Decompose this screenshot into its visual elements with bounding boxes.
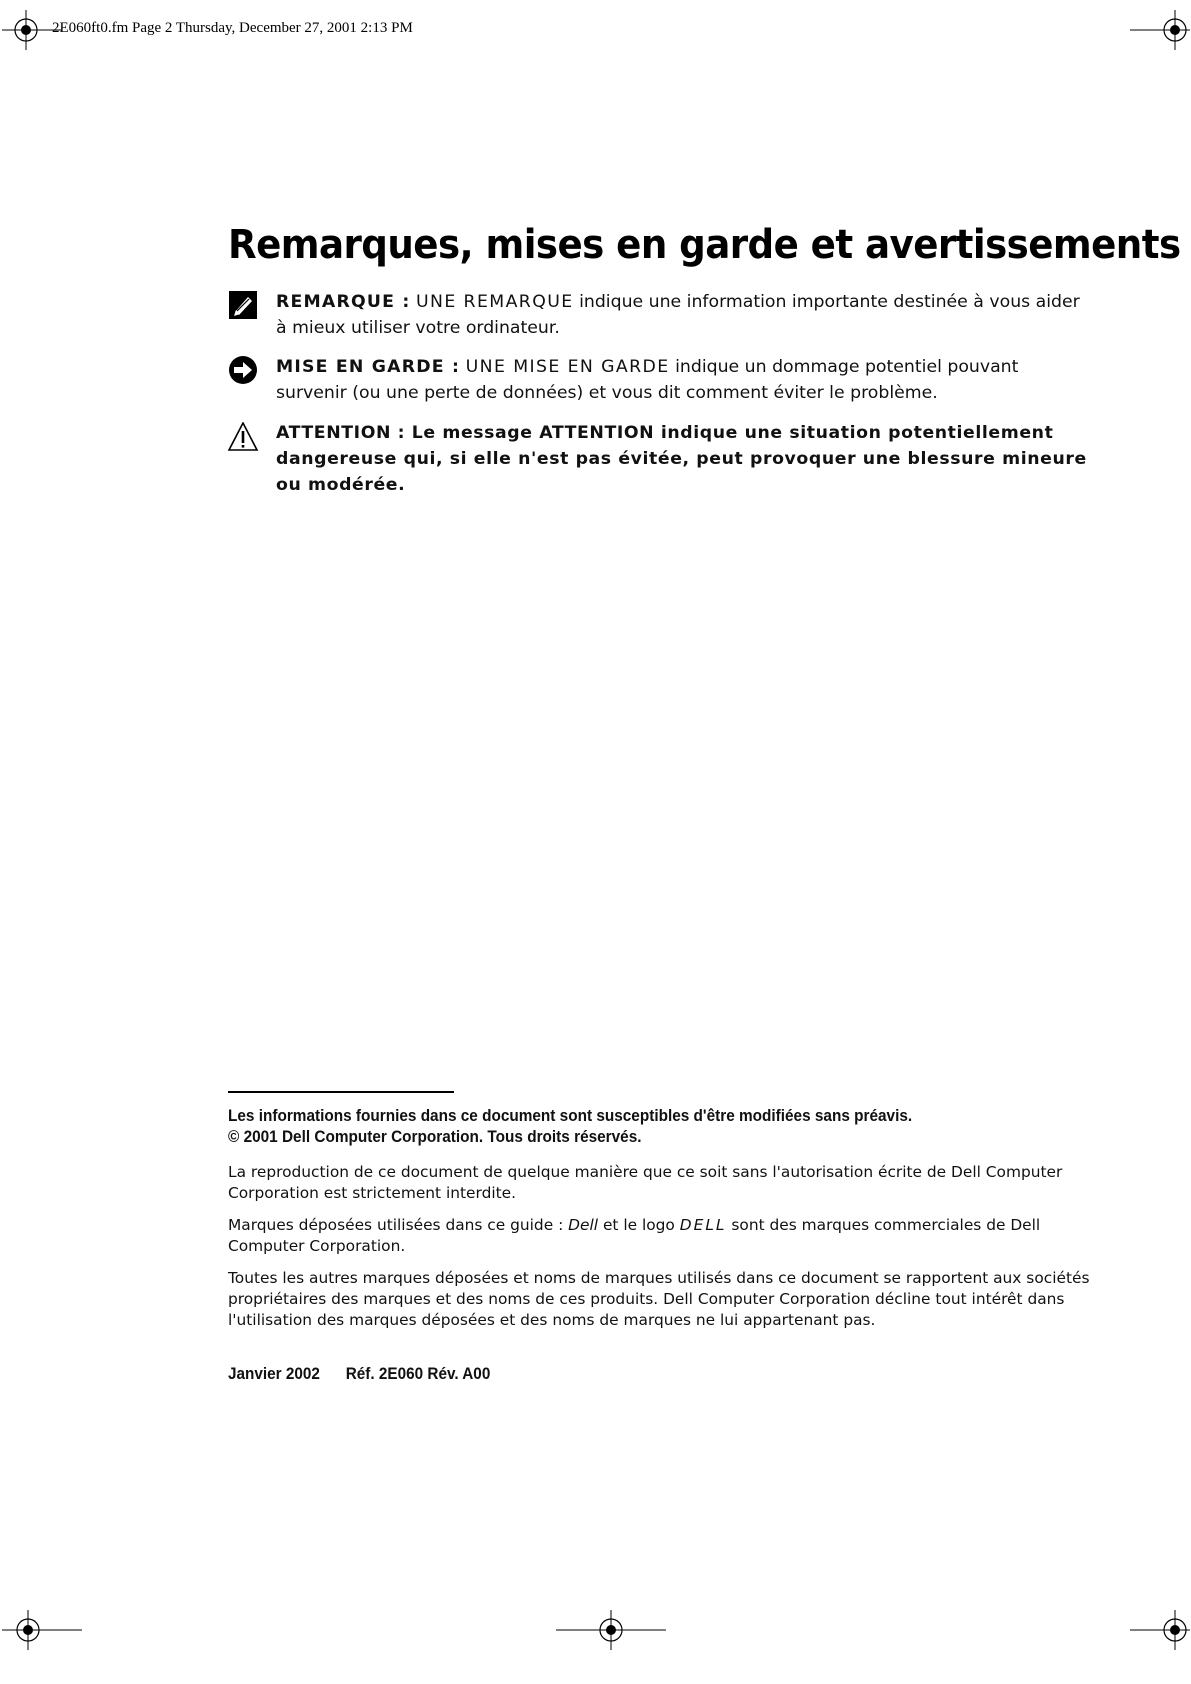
registration-mark-icon [1130, 10, 1190, 50]
mise-en-garde-label: MISE EN GARDE : [276, 357, 461, 377]
remarque-text: indique une information importante destinée à vous aider à mieux utiliser votre ordinateur. [276, 292, 1080, 338]
note-mise-en-garde [228, 354, 1088, 406]
trademarks-prefix: Marques déposées utilisées dans ce guide : [228, 1216, 564, 1234]
registration-mark-icon [2, 1610, 82, 1650]
warning-triangle-icon [226, 422, 260, 452]
footer-line1: Les informations fournies dans ce document sont susceptibles d'être modifiées sans préavis. [228, 1107, 913, 1125]
remarque-label: REMARQUE : [276, 292, 411, 312]
footer-divider [228, 1091, 454, 1093]
mise-en-garde-text: indique un dommage potentiel pouvant survenir (ou une perte de données) et vous dit comment éviter le problème. [276, 357, 1019, 403]
publication-date: Janvier 2002 [228, 1364, 320, 1383]
arrow-circle-icon [228, 355, 258, 385]
trademarks-suffix: sont des marques commerciales de Dell Computer Corporation. [228, 1216, 1041, 1255]
registration-mark-icon [1130, 1610, 1190, 1650]
publication-info [228, 1364, 512, 1384]
footer-reproduction: La reproduction de ce document de quelque manière que ce soit sans l'autorisation écrite de Dell Computer Corporation est strictement interdite. [228, 1163, 1063, 1202]
document-reference: Réf. 2E060 Rév. A00 [345, 1364, 491, 1383]
footer-trademarks [228, 1215, 1098, 1257]
footer-other-trademarks: Toutes les autres marques déposées et noms de marques utilisés dans ce document se rapportent aux sociétés propriétaires des marques et des noms de ces produits. Dell Computer Corporation décline tout intérêt dans l'utilisation des marques déposées et des noms de marques ne lui appartenant pas. [228, 1269, 1090, 1329]
mise-en-garde-lead: UNE MISE EN GARDE [465, 357, 670, 377]
footer-copyright: © 2001 Dell Computer Corporation. Tous droits réservés. [228, 1128, 642, 1146]
remarque-lead: UNE REMARQUE [415, 292, 574, 312]
registration-mark-icon [556, 1610, 666, 1650]
trademarks-mid: et le logo [602, 1216, 675, 1234]
attention-text: ATTENTION : Le message ATTENTION indique une situation potentiellement dangereuse qui, si elle n'est pas évitée, peut provoquer une blessure mineure ou modérée. [276, 423, 1087, 495]
page-title: Remarques, mises en garde et avertissements [228, 222, 1181, 268]
note-remarque [228, 289, 1088, 341]
trademark-dell: Dell [568, 1216, 599, 1234]
pencil-note-icon [228, 290, 258, 320]
footer-legal [228, 1106, 1093, 1148]
print-header: 2E060ft0.fm Page 2 Thursday, December 27, 2001 2:13 PM [52, 20, 413, 36]
note-attention [228, 420, 1088, 498]
trademark-dell-logo: DELL [679, 1216, 727, 1234]
